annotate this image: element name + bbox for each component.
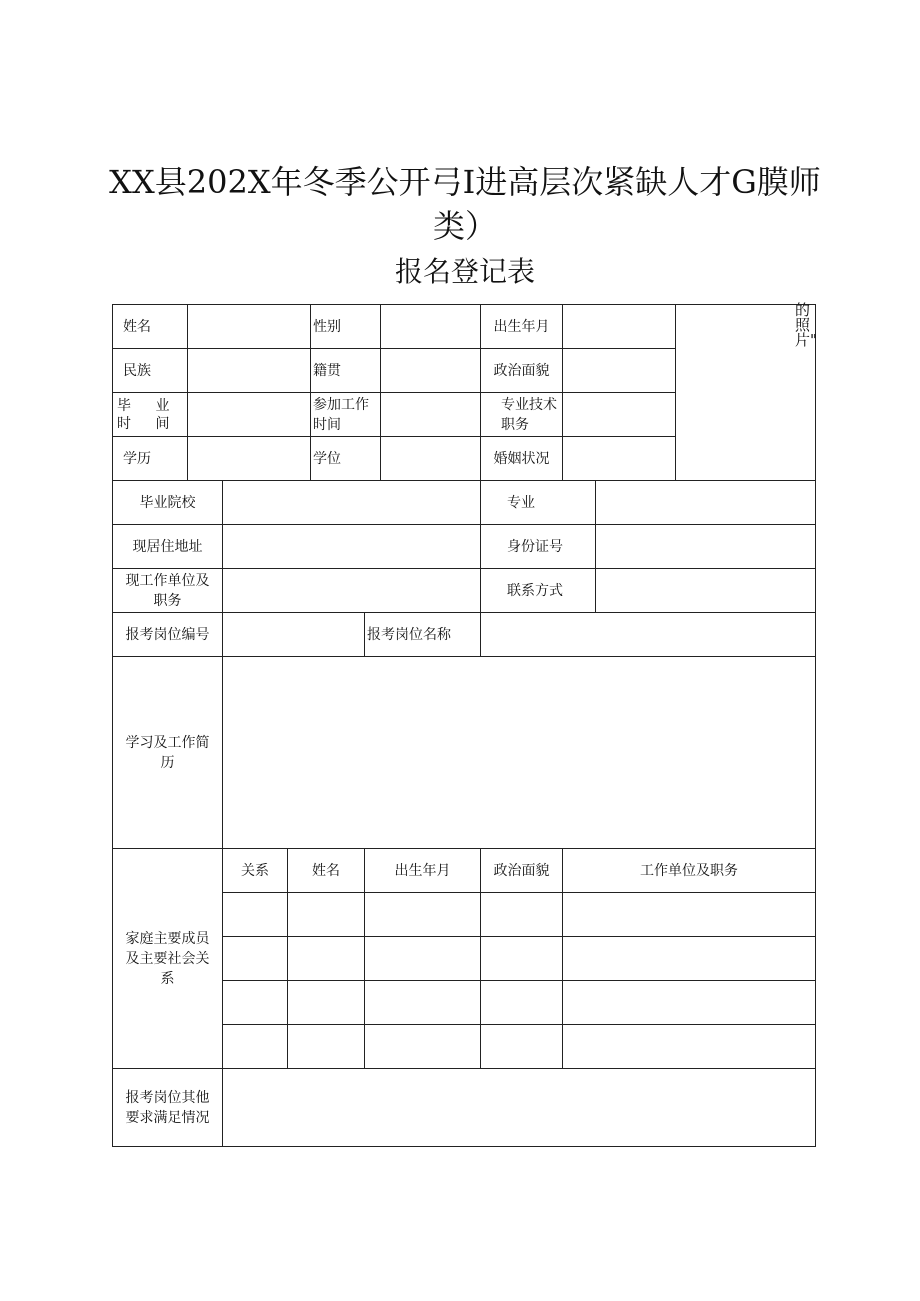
registration-table	[112, 301, 817, 1147]
label-resume: 学习及工作简历	[113, 657, 223, 849]
family-header-birth: 出生年月	[365, 849, 481, 893]
family-cell[interactable]	[223, 893, 288, 937]
family-cell[interactable]	[563, 937, 815, 981]
field-other-requirements[interactable]	[223, 1069, 815, 1146]
label-degree: 学位	[311, 437, 381, 481]
family-header-employer: 工作单位及职务	[563, 849, 815, 893]
field-degree[interactable]	[381, 437, 481, 481]
form-title	[100, 160, 830, 248]
label-grad-time	[113, 393, 188, 437]
family-cell[interactable]	[563, 1025, 815, 1069]
family-cell[interactable]	[223, 1025, 288, 1069]
family-header-relation: 关系	[223, 849, 288, 893]
family-header-name: 姓名	[288, 849, 365, 893]
family-cell[interactable]	[288, 893, 365, 937]
family-cell[interactable]	[223, 981, 288, 1025]
field-work-start[interactable]	[381, 393, 481, 437]
label-post-name: 报考岗位名称	[365, 613, 481, 657]
field-political-status[interactable]	[563, 349, 676, 393]
field-name[interactable]	[188, 305, 311, 349]
label-marital: 婚姻状况	[481, 437, 563, 481]
field-grad-time[interactable]	[188, 393, 311, 437]
field-gender[interactable]	[381, 305, 481, 349]
field-employer[interactable]	[223, 569, 481, 613]
label-major: 专业	[481, 481, 596, 525]
label-native-place: 籍贯	[311, 349, 381, 393]
form-title-line2: 类）	[432, 207, 497, 245]
label-tech-title: 专业技术职务	[481, 393, 563, 437]
field-post-code[interactable]	[223, 613, 365, 657]
label-contact: 联系方式	[481, 569, 596, 613]
label-family: 家庭主要成员及主要社会关系	[113, 849, 223, 1069]
label-ethnicity: 民族	[113, 349, 188, 393]
family-cell[interactable]	[481, 937, 563, 981]
family-cell[interactable]	[481, 893, 563, 937]
field-ethnicity[interactable]	[188, 349, 311, 393]
label-work-start: 参加工作时间	[311, 393, 381, 437]
label-name: 姓名	[113, 305, 188, 349]
family-cell[interactable]	[288, 1025, 365, 1069]
field-tech-title[interactable]	[563, 393, 676, 437]
label-education: 学历	[113, 437, 188, 481]
label-employer: 现工作单位及职务	[113, 569, 223, 613]
field-school[interactable]	[223, 481, 481, 525]
family-cell[interactable]	[223, 937, 288, 981]
field-id-number[interactable]	[596, 525, 815, 569]
field-address[interactable]	[223, 525, 481, 569]
label-school: 毕业院校	[113, 481, 223, 525]
family-header-political: 政治面貌	[481, 849, 563, 893]
family-cell[interactable]	[365, 981, 481, 1025]
label-id-number: 身份证号	[481, 525, 596, 569]
family-cell[interactable]	[365, 1025, 481, 1069]
label-other-requirements: 报考岗位其他要求满足情况	[113, 1069, 223, 1146]
label-gender: 性别	[311, 305, 381, 349]
field-marital[interactable]	[563, 437, 676, 481]
family-cell[interactable]	[288, 937, 365, 981]
field-education[interactable]	[188, 437, 311, 481]
field-post-name[interactable]	[481, 613, 815, 657]
family-cell[interactable]	[365, 937, 481, 981]
field-native-place[interactable]	[381, 349, 481, 393]
field-birth[interactable]	[563, 305, 676, 349]
label-grad-time-line2: 时 间	[117, 415, 180, 432]
family-cell[interactable]	[563, 893, 815, 937]
label-political-status: 政治面貌	[481, 349, 563, 393]
label-birth: 出生年月	[481, 305, 563, 349]
field-resume[interactable]	[223, 657, 815, 849]
label-address: 现居住地址	[113, 525, 223, 569]
family-cell[interactable]	[481, 1025, 563, 1069]
label-grad-time-line1: 毕 业	[117, 397, 180, 414]
form-title-line1: XX县202X年冬季公开弓I进高层次紧缺人才G膜师	[109, 163, 821, 201]
form-subtitle: 报名登记表	[394, 255, 535, 288]
family-cell[interactable]	[481, 981, 563, 1025]
label-post-code: 报考岗位编号	[113, 613, 223, 657]
family-cell[interactable]	[288, 981, 365, 1025]
family-cell[interactable]	[563, 981, 815, 1025]
field-major[interactable]	[596, 481, 815, 525]
family-cell[interactable]	[365, 893, 481, 937]
field-contact[interactable]	[596, 569, 815, 613]
photo-label: 的照片"	[795, 301, 817, 349]
